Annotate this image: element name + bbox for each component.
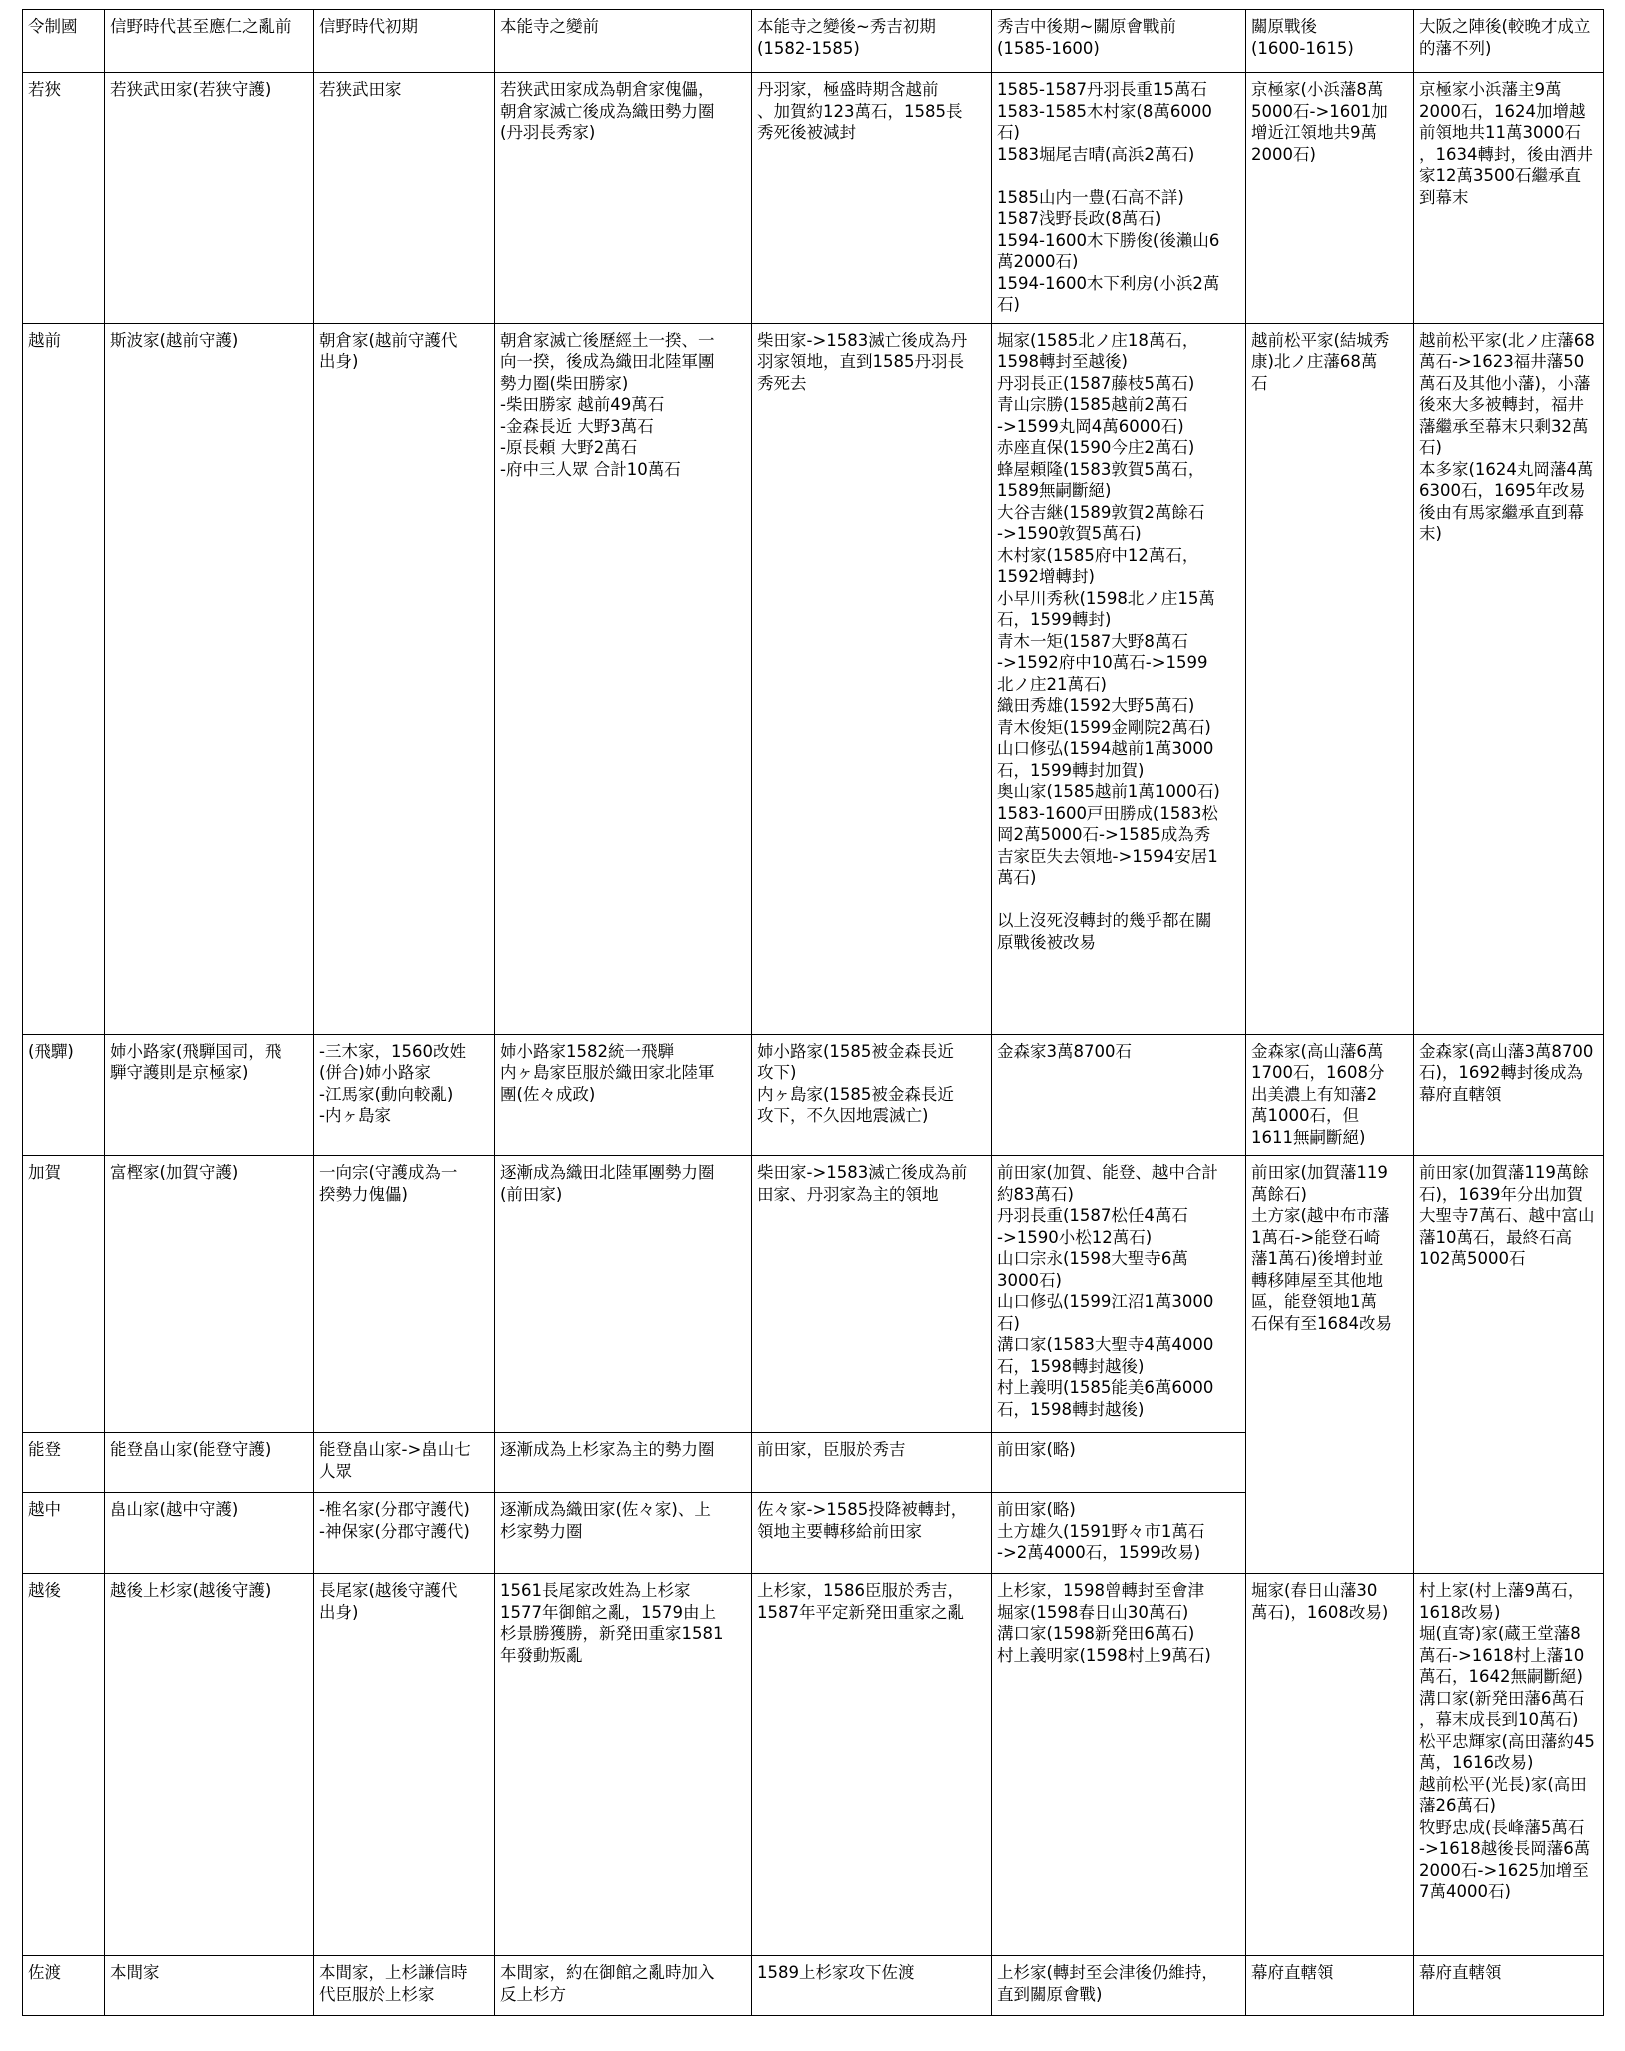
table-cell: -三木家，1560改姓 (併合)姉小路家 -江馬家(動向較亂) -内ヶ島家 bbox=[314, 1034, 495, 1156]
table-cell: 朝倉家(越前守護代 出身) bbox=[314, 323, 495, 1034]
table-cell: 1589上杉家攻下佐渡 bbox=[752, 1956, 992, 2016]
table-cell: 富樫家(加賀守護) bbox=[105, 1156, 314, 1433]
header-cell: 關原戰後 (1600-1615) bbox=[1246, 10, 1414, 73]
table-cell: 前田家(加賀藩119萬餘 石)，1639年分出加賀 大聖寺7萬石、越中富山 藩10萬石，最終石高 102萬5000石 bbox=[1414, 1156, 1604, 1574]
province-cell: 若狹 bbox=[23, 73, 105, 324]
table-cell: 能登畠山家(能登守護) bbox=[105, 1433, 314, 1493]
table-cell: 若狭武田家(若狭守護) bbox=[105, 73, 314, 324]
header-cell: 本能寺之變前 bbox=[495, 10, 752, 73]
province-cell: 能登 bbox=[23, 1433, 105, 1493]
table-cell: 姉小路家(1585被金森長近 攻下) 内ヶ島家(1585被金森長近 攻下，不久因地震滅亡) bbox=[752, 1034, 992, 1156]
table-cell: 長尾家(越後守護代 出身) bbox=[314, 1574, 495, 1956]
table-cell: 金森家3萬8700石 bbox=[992, 1034, 1246, 1156]
table-cell: 京極家(小浜藩8萬 5000石->1601加 增近江領地共9萬 2000石) bbox=[1246, 73, 1414, 324]
table-cell: 1561長尾家改姓為上杉家 1577年御館之亂，1579由上 杉景勝獲勝，新発田重家1581 年發動叛亂 bbox=[495, 1574, 752, 1956]
table-cell: 幕府直轄領 bbox=[1414, 1956, 1604, 2016]
table-cell: 村上家(村上藩9萬石， 1618改易) 堀(直寄)家(蔵王堂藩8 萬石->1618村上藩10 萬石，1642無嗣斷絕) 溝口家(新発田藩6萬石 ，幕末成長到10萬石) 松平忠輝家(高田藩約45 萬，1616改易) 越前松平(光長)家(高田 藩26萬石) 牧野忠成(長峰藩5萬石 ->1618越後長岡藩6萬 2000石->1625加增至 7萬4000石) bbox=[1414, 1574, 1604, 1956]
table-cell: 姉小路家1582統一飛騨 内ヶ島家臣服於織田家北陸軍 團(佐々成政) bbox=[495, 1034, 752, 1156]
table-cell: 斯波家(越前守護) bbox=[105, 323, 314, 1034]
header-cell: 信野時代甚至應仁之亂前 bbox=[105, 10, 314, 73]
table-cell: 柴田家->1583滅亡後成為前 田家、丹羽家為主的領地 bbox=[752, 1156, 992, 1433]
table-cell: 逐漸成為織田家(佐々家)、上 杉家勢力圈 bbox=[495, 1493, 752, 1574]
table-cell: 堀家(春日山藩30 萬石)，1608改易) bbox=[1246, 1574, 1414, 1956]
table-cell: 若狭武田家 bbox=[314, 73, 495, 324]
table-cell: 幕府直轄領 bbox=[1246, 1956, 1414, 2016]
table-cell: 上杉家，1586臣服於秀吉， 1587年平定新発田重家之亂 bbox=[752, 1574, 992, 1956]
table-cell: 越前松平家(結城秀 康)北ノ庄藩68萬 石 bbox=[1246, 323, 1414, 1034]
table-cell: 畠山家(越中守護) bbox=[105, 1493, 314, 1574]
table-cell: 前田家(略) 土方雄久(1591野々市1萬石 ->2萬4000石，1599改易) bbox=[992, 1493, 1246, 1574]
province-cell: 越前 bbox=[23, 323, 105, 1034]
table-cell: 佐々家->1585投降被轉封， 領地主要轉移給前田家 bbox=[752, 1493, 992, 1574]
table-cell: 前田家(加賀、能登、越中合計 約83萬石) 丹羽長重(1587松任4萬石 ->1590小松12萬石) 山口宗永(1598大聖寺6萬 3000石) 山口修弘(1599江沼1萬3000 石) 溝口家(1583大聖寺4萬4000 石，1598轉封越後) 村上義明(1585能美6萬6000 石，1598轉封越後) bbox=[992, 1156, 1246, 1433]
table-cell: 若狭武田家成為朝倉家傀儡， 朝倉家滅亡後成為織田勢力圈 (丹羽長秀家) bbox=[495, 73, 752, 324]
table-row-echigo bbox=[23, 1574, 1604, 1956]
table-cell: 堀家(1585北ノ庄18萬石， 1598轉封至越後) 丹羽長正(1587藤枝5萬石) 青山宗勝(1585越前2萬石 ->1599丸岡4萬6000石) 赤座直保(1590今庄2萬石) 蜂屋頼隆(1583敦賀5萬石， 1589無嗣斷絕) 大谷吉継(1589敦賀2萬餘石 ->1590敦賀5萬石) 木村家(1585府中12萬石， 1592增轉封) 小早川秀秋(1598北ノ庄15萬 石，1599轉封) 青木一矩(1587大野8萬石 ->1592府中10萬石->1599 北ノ庄21萬石) 織田秀雄(1592大野5萬石) 青木俊矩(1599金剛院2萬石) 山口修弘(1594越前1萬3000 石，1599轉封加賀) 奥山家(1585越前1萬1000石) 1583-1600戸田勝成(1583松 岡2萬5000石->1585成為秀 吉家臣失去領地->1594安居1 萬石) 以上沒死沒轉封的幾乎都在關 原戰後被改易 bbox=[992, 323, 1246, 1034]
table-cell: 1585-1587丹羽長重15萬石 1583-1585木村家(8萬6000 石) 1583堀尾吉晴(高浜2萬石) 1585山内一豊(石高不詳) 1587浅野長政(8萬石) 1594-1600木下勝俊(後瀨山6 萬2000石) 1594-1600木下利房(小浜2萬 石) bbox=[992, 73, 1246, 324]
table-cell: 前田家，臣服於秀吉 bbox=[752, 1433, 992, 1493]
table-cell: 越後上杉家(越後守護) bbox=[105, 1574, 314, 1956]
table-cell: 本間家，上杉謙信時 代臣服於上杉家 bbox=[314, 1956, 495, 2016]
table-row-echizen bbox=[23, 323, 1604, 1034]
header-cell: 令制國 bbox=[23, 10, 105, 73]
province-cell: 佐渡 bbox=[23, 1956, 105, 2016]
province-history-table bbox=[22, 9, 1604, 2016]
table-cell: 上杉家(轉封至会津後仍維持， 直到關原會戰) bbox=[992, 1956, 1246, 2016]
table-cell: 金森家(高山藩3萬8700 石)，1692轉封後成為 幕府直轄領 bbox=[1414, 1034, 1604, 1156]
header-cell: 本能寺之變後~秀吉初期 (1582-1585) bbox=[752, 10, 992, 73]
table-cell: 前田家(略) bbox=[992, 1433, 1246, 1493]
table-cell: 丹羽家，極盛時期含越前 、加賀約123萬石，1585長 秀死後被減封 bbox=[752, 73, 992, 324]
header-row bbox=[23, 10, 1604, 73]
table-cell: 一向宗(守護成為一 揆勢力傀儡) bbox=[314, 1156, 495, 1433]
table-cell: 柴田家->1583滅亡後成為丹 羽家領地，直到1585丹羽長 秀死去 bbox=[752, 323, 992, 1034]
table-cell: 朝倉家滅亡後歷經土一揆、一 向一揆，後成為織田北陸軍團 勢力圈(柴田勝家) -柴田勝家 越前49萬石 -金森長近 大野3萬石 -原長頼 大野2萬石 -府中三人眾 合計10萬石 bbox=[495, 323, 752, 1034]
table-row-sado bbox=[23, 1956, 1604, 2016]
province-cell: 越後 bbox=[23, 1574, 105, 1956]
table-cell: 越前松平家(北ノ庄藩68 萬石->1623福井藩50 萬石及其他小藩)，小藩 後來大多被轉封，福井 藩繼承至幕末只剩32萬 石) 本多家(1624丸岡藩4萬 6300石，1695年改易 後由有馬家繼承直到幕 末) bbox=[1414, 323, 1604, 1034]
province-cell: (飛驒) bbox=[23, 1034, 105, 1156]
table-row-hida bbox=[23, 1034, 1604, 1156]
table-cell: 姉小路家(飛騨国司，飛 騨守護則是京極家) bbox=[105, 1034, 314, 1156]
table-cell: 能登畠山家->畠山七 人眾 bbox=[314, 1433, 495, 1493]
table-cell: 金森家(高山藩6萬 1700石，1608分 出美濃上有知藩2 萬1000石，但 1611無嗣斷絕) bbox=[1246, 1034, 1414, 1156]
table-cell: -椎名家(分郡守護代) -神保家(分郡守護代) bbox=[314, 1493, 495, 1574]
table-cell: 上杉家，1598曾轉封至會津 堀家(1598春日山30萬石) 溝口家(1598新発田6萬石) 村上義明家(1598村上9萬石) bbox=[992, 1574, 1246, 1956]
table-row-wakasa bbox=[23, 73, 1604, 324]
header-cell: 信野時代初期 bbox=[314, 10, 495, 73]
table-cell: 前田家(加賀藩119 萬餘石) 土方家(越中布市藩 1萬石->能登石崎 藩1萬石)後增封並 轉移陣屋至其他地 區，能登領地1萬 石保有至1684改易 bbox=[1246, 1156, 1414, 1574]
header-cell: 秀吉中後期~關原會戰前 (1585-1600) bbox=[992, 10, 1246, 73]
table-cell: 本間家，約在御館之亂時加入 反上杉方 bbox=[495, 1956, 752, 2016]
table-cell: 逐漸成為織田北陸軍團勢力圈 (前田家) bbox=[495, 1156, 752, 1433]
document-page bbox=[22, 9, 1603, 2016]
table-row-kaga bbox=[23, 1156, 1604, 1433]
header-cell: 大阪之陣後(較晚才成立 的藩不列) bbox=[1414, 10, 1604, 73]
province-cell: 加賀 bbox=[23, 1156, 105, 1433]
table-cell: 逐漸成為上杉家為主的勢力圈 bbox=[495, 1433, 752, 1493]
table-cell: 京極家小浜藩主9萬 2000石，1624加增越 前領地共11萬3000石 ，1634轉封，後由酒井 家12萬3500石繼承直 到幕末 bbox=[1414, 73, 1604, 324]
table-cell: 本間家 bbox=[105, 1956, 314, 2016]
province-cell: 越中 bbox=[23, 1493, 105, 1574]
